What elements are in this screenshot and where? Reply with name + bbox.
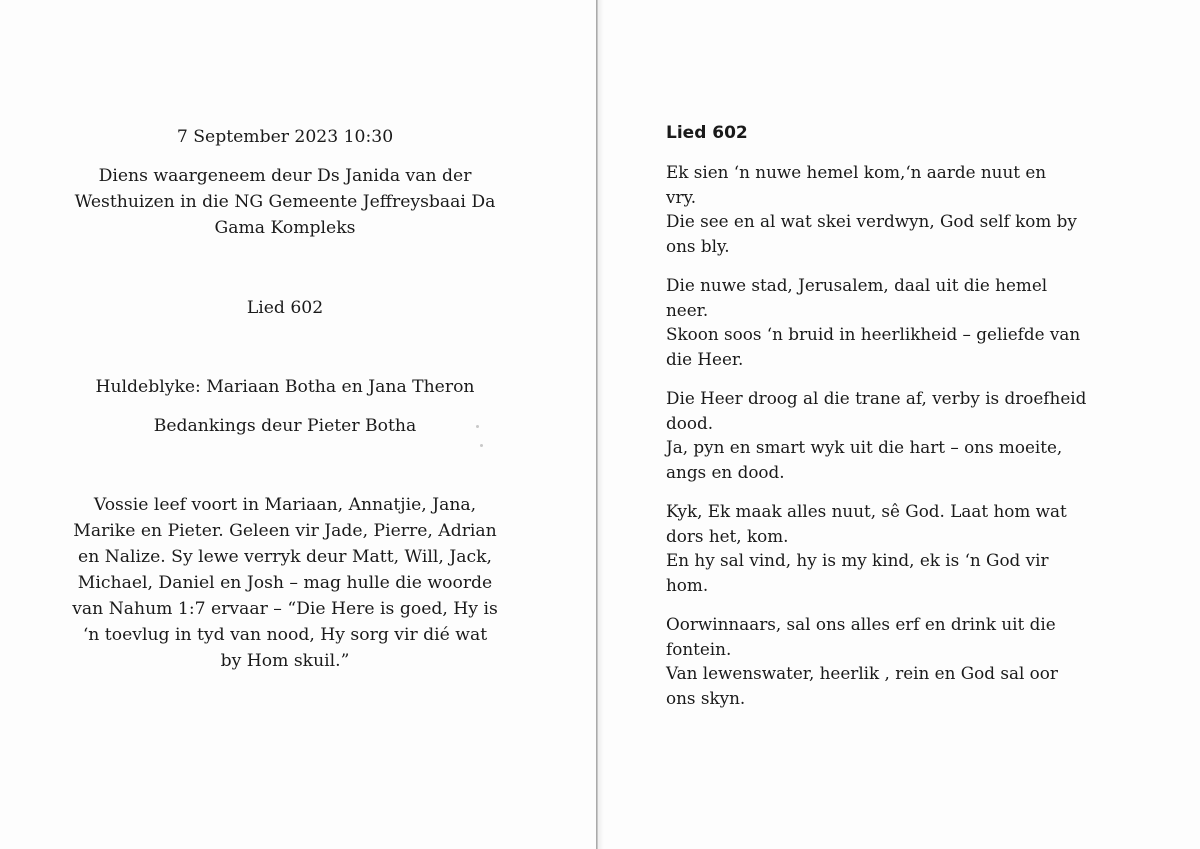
service-text-line: Gama Kompleks	[214, 218, 356, 238]
verse-line: vry.	[666, 186, 697, 207]
verse	[666, 273, 1096, 371]
closing-text-line: en Nalize. Sy lewe verryk deur Matt, Will, Jack,	[78, 547, 492, 567]
hymn-label: Lied 602	[246, 298, 324, 318]
paper-speck	[476, 425, 479, 428]
closing-text-line: Marike en Pieter. Geleen vir Jade, Pierre, Adrian	[73, 521, 497, 541]
verse	[666, 160, 1096, 258]
verse-line: ons bly.	[666, 235, 730, 256]
verse	[666, 386, 1096, 484]
closing-text-line: Vossie leef voort in Mariaan, Annatjie, Jana,	[93, 495, 477, 515]
service-date: 7 September 2023 10:30	[176, 127, 394, 147]
verse-line: Kyk, Ek maak alles nuut, sê God. Laat hom wat	[666, 501, 1067, 521]
thanks-line: Bedankings deur Pieter Botha	[153, 416, 417, 436]
service-text-line: Westhuizen in die NG Gemeente Jeffreysbaai Da	[74, 192, 496, 212]
verse	[666, 499, 1096, 597]
verse-line: fontein.	[666, 638, 732, 659]
verse-line: dood.	[666, 412, 714, 433]
verse-line: Skoon soos ‘n bruid in heerlikheid – geliefde van	[666, 324, 1081, 344]
verse-line: ons skyn.	[666, 687, 746, 708]
verse-line: neer.	[666, 299, 709, 320]
verse-line: Ek sien ‘n nuwe hemel kom,‘n aarde nuut en	[666, 162, 1047, 182]
verse-line: hom.	[666, 574, 709, 595]
verse-line: Die see en al wat skei verdwyn, God self kom by	[666, 211, 1077, 231]
closing-text-line: by Hom skuil.”	[220, 651, 350, 671]
verse-line: Ja, pyn en smart wyk uit die hart – ons moeite,	[666, 437, 1063, 457]
left-page	[40, 0, 530, 849]
service-text-line: Diens waargeneem deur Ds Janida van der	[98, 166, 472, 186]
verse-line: angs en dood.	[666, 461, 785, 482]
verse	[666, 612, 1096, 710]
page-fold-shadow	[598, 0, 604, 849]
right-page	[666, 0, 1106, 849]
verse-line: Die nuwe stad, Jerusalem, daal uit die hemel	[666, 275, 1048, 295]
verse-line: Van lewenswater, heerlik , rein en God sal oor	[666, 663, 1058, 683]
closing-text-line: ‘n toevlug in tyd van nood, Hy sorg vir dié wat	[82, 625, 488, 645]
closing-text-line: Michael, Daniel en Josh – mag hulle die woorde	[77, 573, 493, 593]
closing-text-line: van Nahum 1:7 ervaar – “Die Here is goed, Hy is	[72, 599, 498, 619]
verse-line: dors het, kom.	[666, 525, 789, 546]
verse-line: die Heer.	[666, 348, 744, 369]
verse-line: Die Heer droog al die trane af, verby is droefheid	[666, 388, 1087, 408]
verse-line: Oorwinnaars, sal ons alles erf en drink uit die	[666, 614, 1056, 634]
song-title: Lied 602	[666, 123, 748, 143]
verse-line: En hy sal vind, hy is my kind, ek is ‘n God vir	[666, 550, 1049, 570]
paper-speck	[480, 444, 483, 447]
tributes-line: Huldeblyke: Mariaan Botha en Jana Theron	[95, 377, 475, 397]
